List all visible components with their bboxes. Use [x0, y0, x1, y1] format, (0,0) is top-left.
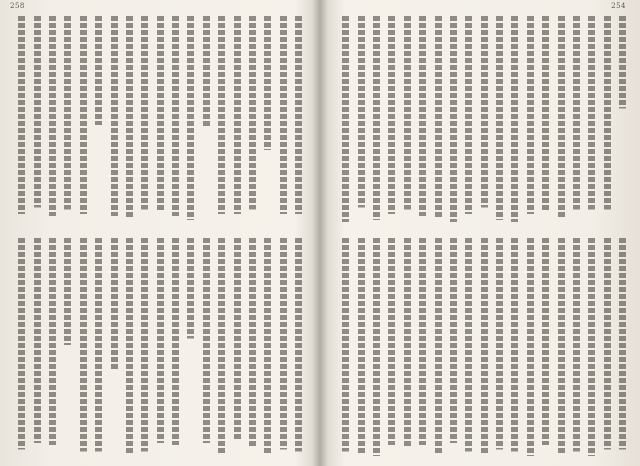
left-page-number: 258: [10, 2, 25, 10]
text-column: [280, 238, 287, 456]
text-column: [203, 16, 210, 222]
text-column: [95, 16, 102, 222]
text-column: [187, 238, 194, 456]
text-column: [126, 238, 133, 456]
text-column: [172, 238, 179, 456]
text-column: [373, 238, 380, 456]
text-column: [342, 238, 349, 456]
text-column: [80, 16, 87, 222]
text-column: [527, 16, 534, 222]
text-column: [295, 16, 302, 222]
right-page-number: 254: [611, 2, 626, 10]
right-upper-text-block: [336, 16, 628, 222]
text-column: [49, 238, 56, 456]
text-column: [604, 16, 611, 222]
text-column: [157, 238, 164, 456]
text-column: [264, 16, 271, 222]
text-column: [604, 238, 611, 456]
text-column: [64, 238, 71, 456]
text-column: [465, 238, 472, 456]
text-column: [558, 16, 565, 222]
text-column: [481, 16, 488, 222]
text-column: [218, 16, 225, 222]
left-upper-text-block: [12, 16, 304, 222]
text-column: [435, 238, 442, 456]
text-column: [111, 238, 118, 456]
text-column: [573, 238, 580, 456]
text-column: [172, 16, 179, 222]
text-column: [264, 238, 271, 456]
text-column: [619, 16, 626, 222]
text-column: [280, 16, 287, 222]
text-column: [404, 16, 411, 222]
text-column: [18, 16, 25, 222]
text-column: [126, 16, 133, 222]
text-column: [111, 16, 118, 222]
text-column: [388, 238, 395, 456]
text-column: [511, 238, 518, 456]
text-column: [34, 238, 41, 456]
text-column: [435, 16, 442, 222]
text-column: [419, 16, 426, 222]
left-running-head: [10, 2, 29, 10]
text-column: [358, 16, 365, 222]
text-column: [373, 16, 380, 222]
text-column: [64, 16, 71, 222]
text-column: [187, 16, 194, 222]
left-page: [0, 0, 316, 466]
text-column: [588, 238, 595, 456]
text-column: [496, 16, 503, 222]
text-column: [588, 16, 595, 222]
text-column: [249, 16, 256, 222]
text-column: [18, 238, 25, 456]
text-column: [218, 238, 225, 456]
text-column: [542, 16, 549, 222]
text-column: [342, 16, 349, 222]
text-column: [203, 238, 210, 456]
text-column: [558, 238, 565, 456]
text-column: [358, 238, 365, 456]
right-running-head: [611, 2, 630, 10]
text-column: [80, 238, 87, 456]
text-column: [527, 238, 534, 456]
text-column: [49, 16, 56, 222]
text-column: [450, 238, 457, 456]
text-column: [496, 238, 503, 456]
text-column: [465, 16, 472, 222]
text-column: [295, 238, 302, 456]
text-column: [511, 16, 518, 222]
text-column: [450, 16, 457, 222]
text-column: [573, 16, 580, 222]
text-column: [619, 238, 626, 456]
text-column: [419, 238, 426, 456]
text-column: [95, 238, 102, 456]
text-column: [141, 16, 148, 222]
text-column: [542, 238, 549, 456]
text-column: [234, 16, 241, 222]
left-lower-text-block: [12, 238, 304, 456]
text-column: [157, 16, 164, 222]
text-column: [249, 238, 256, 456]
text-column: [234, 238, 241, 456]
right-lower-text-block: [336, 238, 628, 456]
right-page: [324, 0, 640, 466]
text-column: [34, 16, 41, 222]
text-column: [388, 16, 395, 222]
text-column: [404, 238, 411, 456]
text-column: [141, 238, 148, 456]
text-column: [481, 238, 488, 456]
